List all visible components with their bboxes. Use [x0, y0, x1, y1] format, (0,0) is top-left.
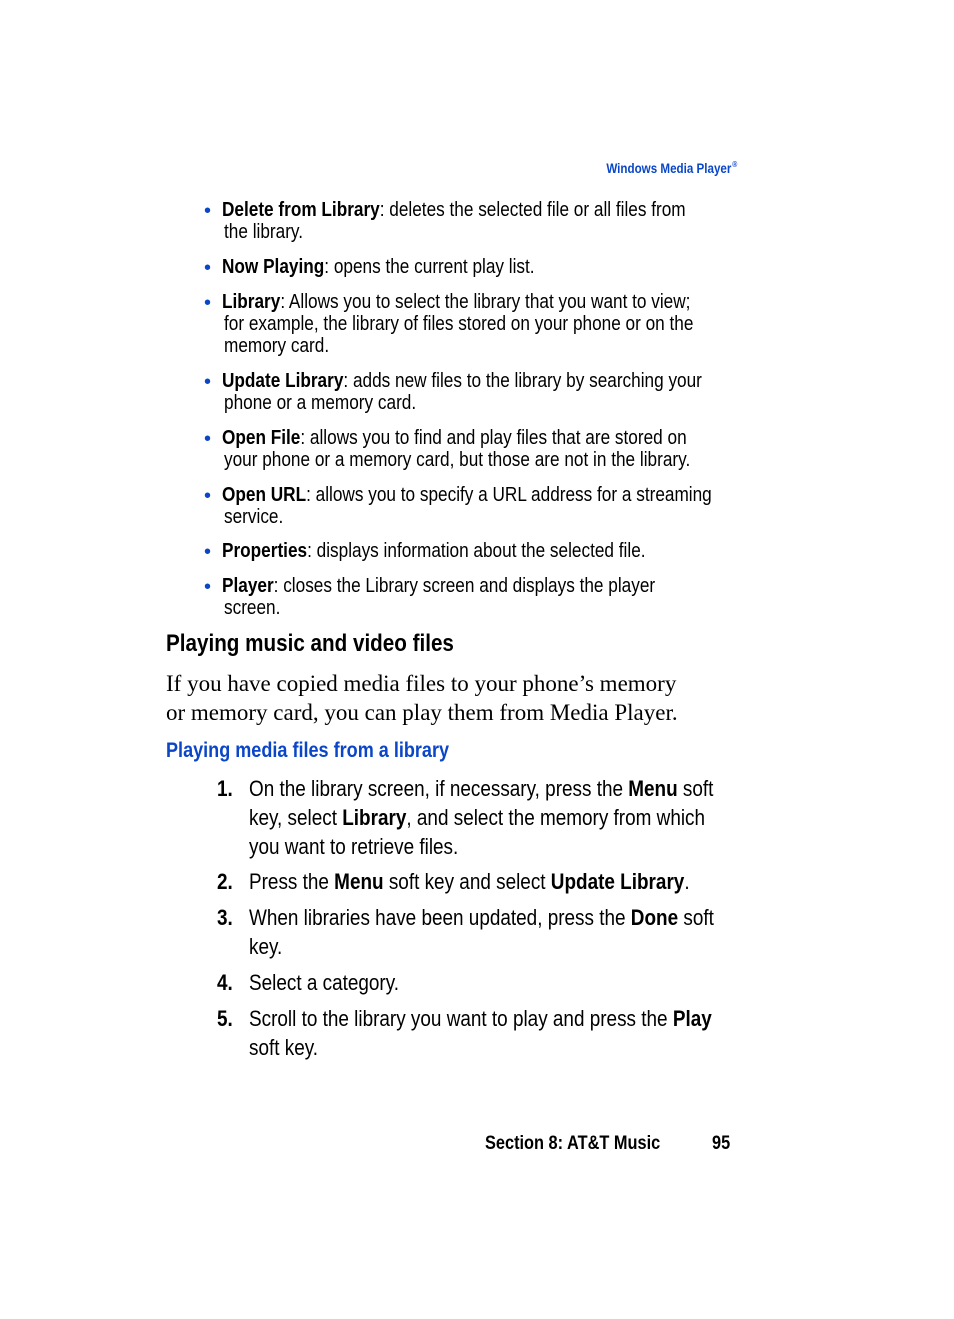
sub-heading: Playing media files from a library: [166, 739, 450, 762]
bullet-dot-icon: •: [204, 576, 212, 598]
bullet-dot-icon: •: [204, 428, 212, 450]
section-heading: Playing music and video files: [166, 630, 454, 657]
running-header: [585, 160, 737, 176]
bullet-dot-icon: •: [204, 200, 212, 222]
page-number: 95: [712, 1133, 731, 1154]
bullet-dot-icon: •: [204, 292, 212, 314]
intro-paragraph: If you have copied media files to your phone’s memory or memory card, you can play them from Media Player.: [166, 671, 678, 725]
footer-section-label: Section 8: AT&T Music: [485, 1133, 661, 1154]
bullet-dot-icon: •: [204, 371, 212, 393]
registered-mark: ®: [731, 160, 737, 169]
bullet-dot-icon: •: [204, 257, 212, 279]
bullet-dot-icon: •: [204, 541, 212, 563]
header-title: Windows Media Player: [605, 161, 732, 176]
bullet-dot-icon: •: [204, 485, 212, 507]
